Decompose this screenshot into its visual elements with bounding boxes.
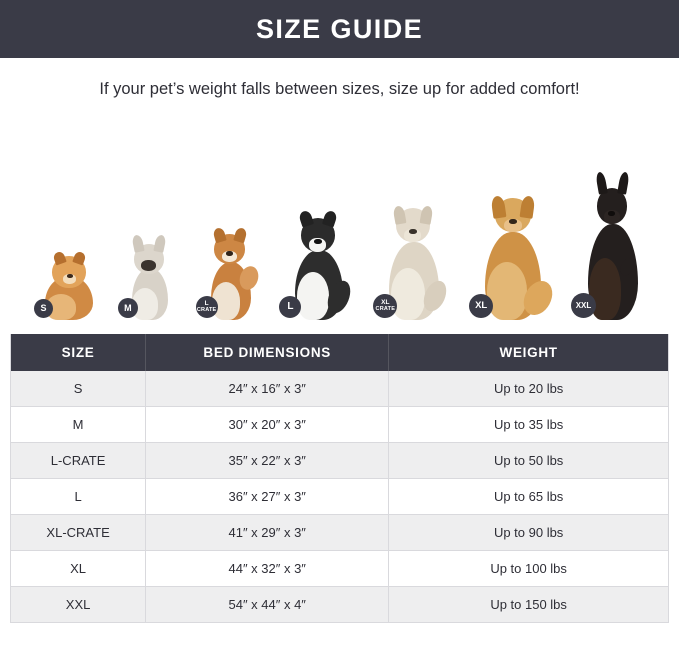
size-table-container (10, 334, 669, 623)
cell-dimensions: 36″ x 27″ x 3″ (146, 479, 389, 515)
subtitle-text: If your pet’s weight falls between sizes, size up for added comfort! (99, 79, 580, 98)
table-row (11, 551, 668, 587)
cell-size: XXL (11, 587, 146, 623)
column-header-bed-dimensions: BED DIMENSIONS (146, 334, 389, 371)
cell-dimensions: 30″ x 20″ x 3″ (146, 407, 389, 443)
dog-size-illustrations (10, 120, 669, 320)
table-row (11, 443, 668, 479)
cell-weight: Up to 65 lbs (389, 479, 668, 515)
cell-dimensions: 24″ x 16″ x 3″ (146, 371, 389, 407)
size-badge-xxl: XXL (571, 293, 596, 318)
table-row (11, 407, 668, 443)
dog-figure-m (122, 232, 178, 320)
dog-figure-xxl (575, 168, 651, 320)
table-row (11, 371, 668, 407)
dog-figure-s (38, 248, 100, 320)
cell-weight: Up to 150 lbs (389, 587, 668, 623)
dog-figure-l-crate (196, 220, 262, 320)
dog-figure-l (283, 202, 355, 320)
size-badge-s: S (34, 299, 53, 318)
size-badge-l-crate: L CRATE (196, 296, 218, 318)
page-title: SIZE GUIDE (255, 13, 424, 44)
size-badge-xl: XL (469, 294, 493, 318)
subtitle-container (0, 58, 679, 120)
column-header-size: SIZE (11, 334, 146, 371)
cell-dimensions: 44″ x 32″ x 3″ (146, 551, 389, 587)
dog-figure-xl-crate (377, 192, 451, 320)
column-header-weight: WEIGHT (389, 334, 668, 371)
cell-size: XL (11, 551, 146, 587)
cell-weight: Up to 20 lbs (389, 371, 668, 407)
cell-size: S (11, 371, 146, 407)
page-header (0, 0, 679, 58)
size-badge-xl-crate: XL CRATE (373, 294, 397, 318)
size-table (11, 334, 668, 622)
table-row (11, 515, 668, 551)
size-badge-l: L (279, 296, 301, 318)
size-badge-m: M (118, 298, 138, 318)
cell-weight: Up to 50 lbs (389, 443, 668, 479)
size-table-body (11, 371, 668, 622)
cell-size: L-CRATE (11, 443, 146, 479)
table-header-row (11, 334, 668, 371)
cell-dimensions: 35″ x 22″ x 3″ (146, 443, 389, 479)
size-table-head (11, 334, 668, 371)
cell-weight: Up to 90 lbs (389, 515, 668, 551)
table-row (11, 587, 668, 623)
cell-size: L (11, 479, 146, 515)
cell-size: M (11, 407, 146, 443)
cell-dimensions: 41″ x 29″ x 3″ (146, 515, 389, 551)
cell-size: XL-CRATE (11, 515, 146, 551)
dog-figure-xl (473, 180, 553, 320)
cell-dimensions: 54″ x 44″ x 4″ (146, 587, 389, 623)
cell-weight: Up to 100 lbs (389, 551, 668, 587)
table-row (11, 479, 668, 515)
cell-weight: Up to 35 lbs (389, 407, 668, 443)
